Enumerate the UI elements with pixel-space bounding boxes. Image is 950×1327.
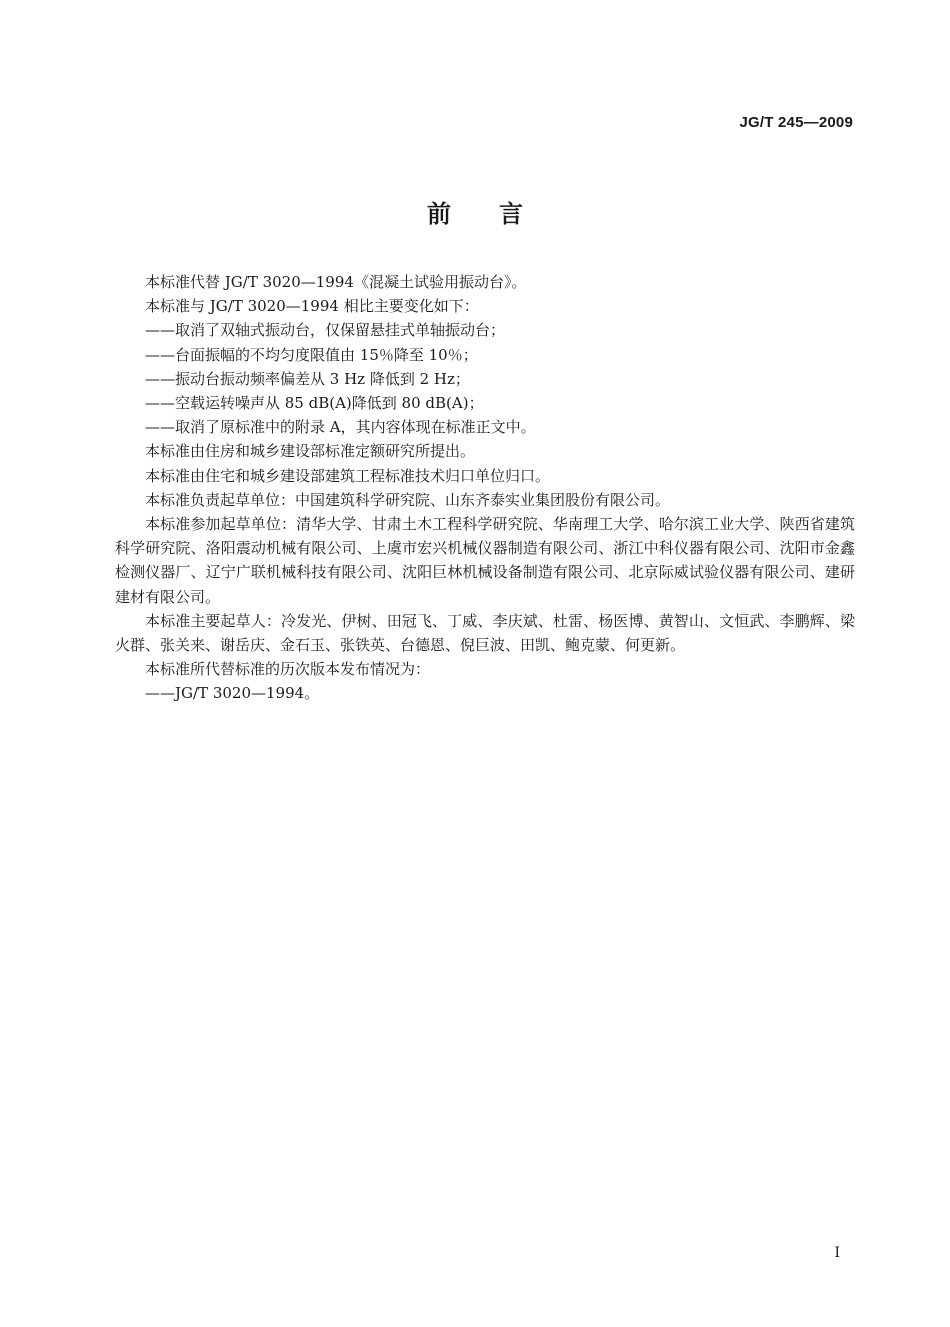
paragraph-history-intro: 本标准所代替标准的历次版本发布情况为： — [145, 660, 431, 679]
page-title-char-1: 前 — [427, 200, 451, 228]
change-item-1: ——取消了双轴式振动台，仅保留悬挂式单轴振动台； — [145, 321, 506, 340]
page-number: I — [834, 1245, 840, 1261]
paragraph-drafters: 本标准主要起草人：冷发光、伊树、田冠飞、丁威、李庆斌、杜雷、杨医博、黄智山、文恒武、李鹏辉、梁火群、张关来、谢岳庆、金石玉、张铁英、台德恩、倪巨波、田凯、鲍克蒙、何更新。 — [115, 611, 855, 655]
change-item-5: ——取消了原标准中的附录 A，其内容体现在标准正文中。 — [145, 418, 536, 437]
paragraph-lead-drafter: 本标准负责起草单位：中国建筑科学研究院、山东齐泰实业集团股份有限公司。 — [145, 490, 671, 509]
page-title — [0, 194, 950, 229]
change-item-3: ——振动台振动频率偏差从 3 Hz 降低到 2 Hz； — [145, 369, 470, 388]
paragraph-participants: 本标准参加起草单位：清华大学、甘肃土木工程科学研究院、华南理工大学、哈尔滨工业大学、陕西省建筑科学研究院、洛阳震动机械有限公司、上虞市宏兴机械仪器制造有限公司、浙江中科仪器有限公司、沈阳市金鑫检测仪器厂、辽宁广联机械科技有限公司、沈阳巨林机械设备制造有限公司、北京际威试验仪器有限公司、建研建材有限公司。 — [115, 515, 855, 606]
foreword-body — [115, 270, 855, 706]
standard-code: JG/T 245—2009 — [739, 114, 853, 131]
paragraph-proposed: 本标准由住房和城乡建设部标准定额研究所提出。 — [145, 442, 476, 461]
paragraph-changes-intro: 本标准与 JG/T 3020—1994 相比主要变化如下： — [145, 297, 479, 316]
change-item-2: ——台面振幅的不均匀度限值由 15％降至 10％； — [145, 345, 478, 364]
history-item-1: ——JG/T 3020—1994。 — [145, 684, 320, 703]
paragraph-replace: 本标准代替 JG/T 3020—1994《混凝土试验用振动台》。 — [145, 273, 527, 291]
change-item-4: ——空载运转噪声从 85 dB(A)降低到 80 dB(A)； — [145, 394, 484, 413]
paragraph-managed: 本标准由住宅和城乡建设部建筑工程标准技术归口单位归口。 — [145, 466, 551, 485]
page-title-char-2: 言 — [499, 200, 523, 228]
